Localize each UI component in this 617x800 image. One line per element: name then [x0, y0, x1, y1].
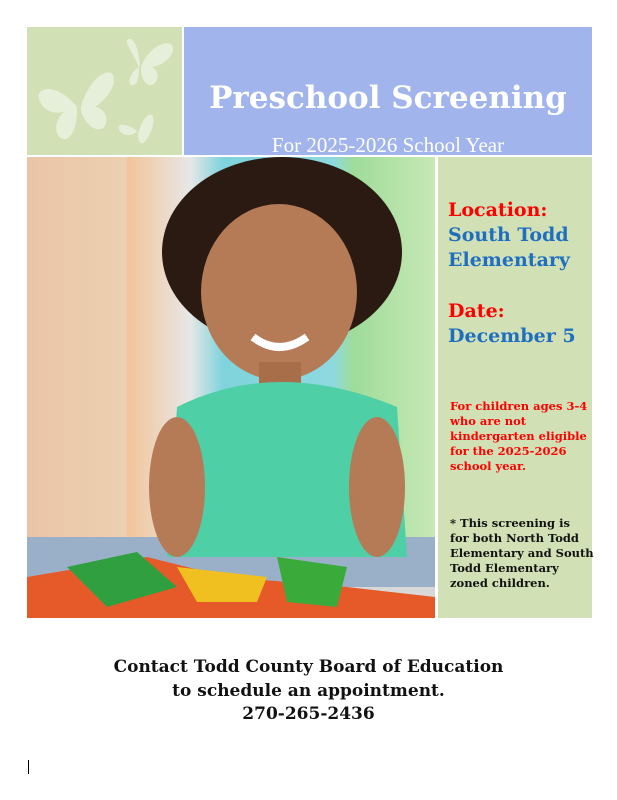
page-title: Preschool Screening	[209, 80, 567, 116]
contact-footer	[0, 656, 617, 727]
note-line: Todd Elementary	[450, 561, 559, 575]
butterfly-panel	[27, 27, 182, 155]
eligibility-line: who are not	[450, 414, 527, 428]
child-photo	[27, 157, 435, 618]
contact-line-1: Contact Todd County Board of Education	[113, 657, 504, 677]
info-sidebar	[438, 157, 592, 618]
eligibility-line: for the 2025-2026	[450, 444, 567, 458]
date-label: Date:	[448, 300, 505, 322]
location-line-2: Elementary	[448, 249, 570, 271]
eligibility-text	[450, 399, 587, 474]
eligibility-line: For children ages 3-4	[450, 399, 588, 413]
note-line: for both North Todd	[450, 531, 579, 545]
screening-note	[450, 516, 594, 591]
note-line: Elementary and South	[450, 546, 594, 560]
header-banner	[184, 27, 592, 155]
page-subtitle: For 2025-2026 School Year	[271, 133, 505, 157]
contact-phone: 270-265-2436	[242, 704, 375, 724]
child-photo-illustration	[27, 157, 435, 618]
eligibility-line: kindergarten eligible	[450, 429, 587, 443]
eligibility-line: school year.	[450, 459, 527, 473]
note-line: * This screening is	[450, 516, 570, 530]
date-value: December 5	[448, 325, 576, 347]
location-label: Location:	[448, 199, 548, 221]
butterflies-icon	[27, 27, 182, 155]
note-line: zoned children.	[450, 576, 550, 590]
text-cursor[interactable]	[28, 760, 29, 774]
contact-line-2: to schedule an appointment.	[172, 680, 445, 701]
location-line-1: South Todd	[448, 224, 569, 246]
